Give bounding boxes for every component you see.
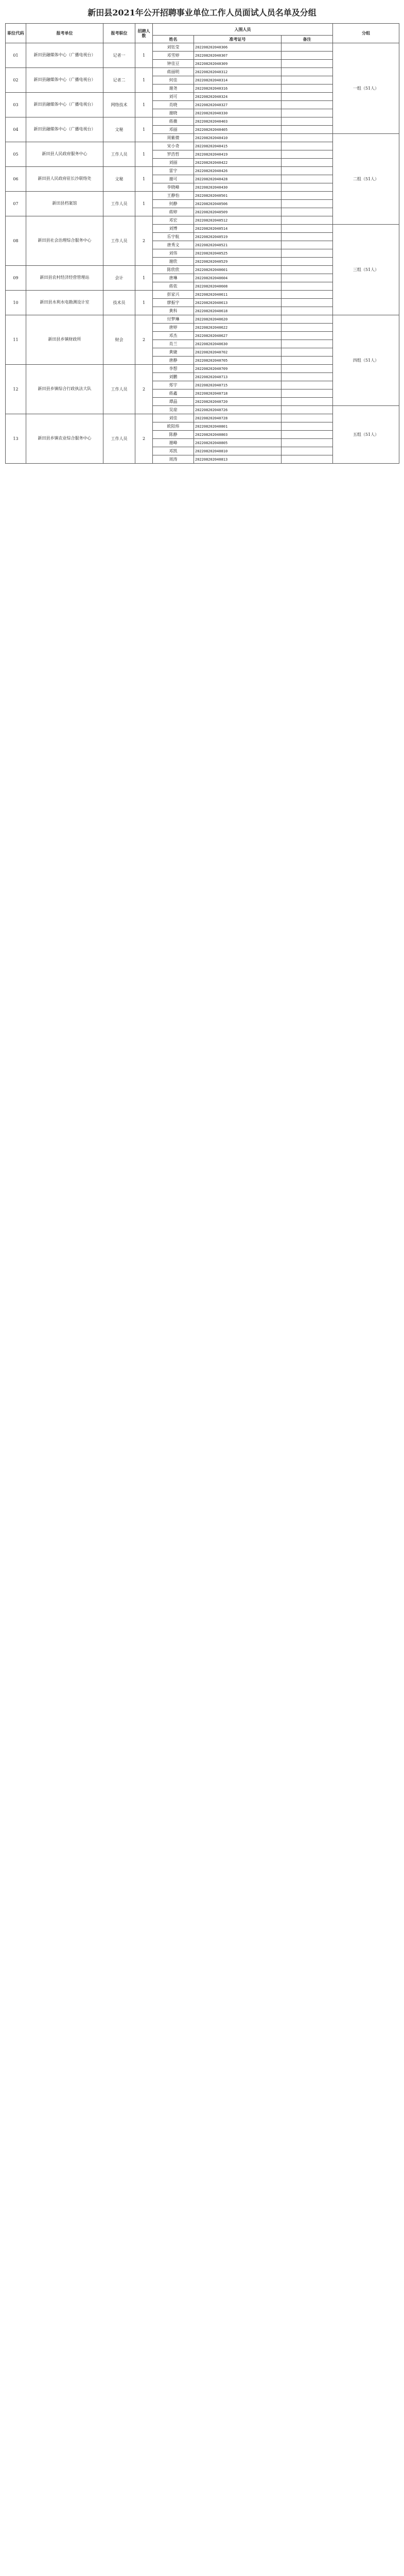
exam-no-cell: 202208202040805 [194,439,282,447]
remark-cell [282,266,333,274]
header-unit: 报考单位 [26,24,103,43]
remark-cell [282,258,333,266]
name-cell: 黄婕 [153,348,194,357]
exam-no-cell: 202208202040702 [194,348,282,357]
remark-cell [282,52,333,60]
remark-cell [282,299,333,307]
remark-cell [282,439,333,447]
unit-cell: 新田县农村经济经营管理站 [26,266,103,291]
name-cell: 刘可 [153,93,194,101]
name-cell: 周涛 [153,455,194,464]
name-cell: 廖振宇 [153,299,194,307]
group-cell: 一组（51人） [333,43,399,134]
remark-cell [282,315,333,324]
unit-cell: 新田县水利水电勘测设计室 [26,291,103,315]
name-cell: 刘佳 [153,414,194,422]
remark-cell [282,357,333,365]
post-cell: 文秘 [103,117,135,142]
quota-cell: 1 [135,117,153,142]
post-cell: 记者二 [103,68,135,93]
exam-no-cell: 202208202040514 [194,225,282,233]
post-cell: 财会 [103,315,135,365]
header-remark: 备注 [282,36,333,43]
post-code-cell: 04 [6,117,26,142]
exam-no-cell: 202208202040405 [194,126,282,134]
table-row [6,43,399,52]
header-quota: 招聘人数 [135,24,153,43]
post-code-cell: 11 [6,315,26,365]
remark-cell [282,431,333,439]
exam-no-cell: 202208202040327 [194,101,282,109]
post-code-cell: 09 [6,266,26,291]
unit-cell: 新田县融媒体中心（广播电视台） [26,68,103,93]
name-cell: 吴琼 [153,406,194,414]
name-cell: 李晓峰 [153,183,194,192]
name-cell: 钟佳豆 [153,60,194,68]
remark-cell [282,159,333,167]
remark-cell [282,340,333,348]
name-cell: 欧阳炜 [153,422,194,431]
post-code-cell: 02 [6,68,26,93]
name-cell: 邓凯 [153,447,194,455]
exam-no-cell: 202208202040330 [194,109,282,117]
remark-cell [282,43,333,52]
remark-cell [282,192,333,200]
exam-no-cell: 202208202040611 [194,291,282,299]
exam-no-cell: 202208202040718 [194,389,282,398]
quota-cell: 1 [135,142,153,167]
post-cell: 工作人员 [103,192,135,216]
name-cell: 谢欣 [153,258,194,266]
remark-cell [282,126,333,134]
exam-no-cell: 202208202040519 [194,233,282,241]
remark-cell [282,447,333,455]
name-cell: 肖晓 [153,101,194,109]
exam-no-cell: 202208202040728 [194,414,282,422]
quota-cell: 2 [135,216,153,266]
post-cell: 工作人员 [103,216,135,266]
exam-no-cell: 202208202040428 [194,175,282,183]
interviewee-table [5,23,399,464]
quota-cell: 1 [135,291,153,315]
exam-no-cell: 202208202040630 [194,340,282,348]
name-cell: 唐静 [153,357,194,365]
remark-cell [282,84,333,93]
post-cell: 工作人员 [103,142,135,167]
remark-cell [282,117,333,126]
table-body [6,43,399,464]
exam-no-cell: 202208202040713 [194,373,282,381]
exam-no-cell: 202208202040720 [194,398,282,406]
remark-cell [282,398,333,406]
name-cell: 蒋丽明 [153,68,194,76]
unit-cell: 新田县乡镇农业综合服务中心 [26,414,103,464]
remark-cell [282,225,333,233]
remark-cell [282,216,333,225]
remark-cell [282,373,333,381]
exam-no-cell: 202208202040801 [194,422,282,431]
name-cell: 唐婷 [153,324,194,332]
remark-cell [282,249,333,258]
name-cell: 邓丽 [153,126,194,134]
exam-no-cell: 202208202040525 [194,249,282,258]
exam-no-cell: 202208202040521 [194,241,282,249]
table-row [6,315,399,324]
exam-no-cell: 202208202040312 [194,68,282,76]
name-cell: 郑宇 [153,381,194,389]
quota-cell: 1 [135,167,153,192]
remark-cell [282,150,333,159]
exam-no-cell: 202208202040430 [194,183,282,192]
name-cell: 谢晓 [153,109,194,117]
remark-cell [282,381,333,389]
remark-cell [282,200,333,208]
exam-no-cell: 202208202040726 [194,406,282,414]
unit-cell: 新田县融媒体中心（广播电视台） [26,43,103,68]
post-code-cell: 08 [6,216,26,266]
quota-cell: 2 [135,365,153,414]
group-cell: 四组（51人） [333,315,399,406]
remark-cell [282,389,333,398]
name-cell: 邓雪婷 [153,52,194,60]
name-cell: 刘钰莹 [153,43,194,52]
exam-no-cell: 202208202040803 [194,431,282,439]
group-cell: 二组（51人） [333,134,399,225]
post-code-cell: 03 [6,93,26,117]
exam-no-cell: 202208202040622 [194,324,282,332]
exam-no-cell: 202208202040512 [194,216,282,225]
exam-no-cell: 202208202040613 [194,299,282,307]
post-code-cell: 12 [6,365,26,414]
remark-cell [282,60,333,68]
post-cell: 会计 [103,266,135,291]
exam-no-cell: 202208202040618 [194,307,282,315]
quota-cell: 2 [135,315,153,365]
exam-no-cell: 202208202040627 [194,332,282,340]
remark-cell [282,142,333,150]
group-cell: 三组（51人） [333,225,399,315]
name-cell: 李想 [153,365,194,373]
unit-cell: 新田县乡镇财政所 [26,315,103,365]
name-cell: 邓杰 [153,332,194,340]
exam-no-cell: 202208202040620 [194,315,282,324]
exam-no-cell: 202208202040813 [194,455,282,464]
name-cell: 谢峰 [153,439,194,447]
post-cell: 工作人员 [103,414,135,464]
remark-cell [282,233,333,241]
exam-no-cell: 202208202040422 [194,159,282,167]
quota-cell: 2 [135,414,153,464]
post-cell: 文秘 [103,167,135,192]
exam-no-cell: 202208202040307 [194,52,282,60]
name-cell: 王静怡 [153,192,194,200]
post-cell: 工作人员 [103,365,135,414]
name-cell: 刘鹏 [153,373,194,381]
group-cell: 五组（51人） [333,406,399,464]
name-cell: 陈欣欣 [153,266,194,274]
quota-cell: 1 [135,266,153,291]
remark-cell [282,76,333,84]
exam-no-cell: 202208202040509 [194,208,282,216]
exam-no-cell: 202208202040705 [194,357,282,365]
name-cell: 陈静 [153,431,194,439]
exam-no-cell: 202208202040715 [194,381,282,389]
exam-no-cell: 202208202040306 [194,43,282,52]
quota-cell: 1 [135,192,153,216]
quota-cell: 1 [135,43,153,68]
remark-cell [282,307,333,315]
remark-cell [282,241,333,249]
header-post: 报考职位 [103,24,135,43]
remark-cell [282,175,333,183]
remark-cell [282,101,333,109]
post-code-cell: 13 [6,414,26,464]
remark-cell [282,134,333,142]
name-cell: 刘丽 [153,159,194,167]
unit-cell: 新田县档案馆 [26,192,103,216]
remark-cell [282,208,333,216]
remark-cell [282,274,333,282]
name-cell: 蒋薇 [153,117,194,126]
quota-cell: 1 [135,93,153,117]
exam-no-cell: 202208202040709 [194,365,282,373]
unit-cell: 新田县融媒体中心（广播电视台） [26,117,103,142]
remark-cell [282,68,333,76]
exam-no-cell: 202208202040426 [194,167,282,175]
quota-cell: 1 [135,68,153,93]
remark-cell [282,93,333,101]
post-cell: 记者一 [103,43,135,68]
name-cell: 罗浩哲 [153,150,194,159]
remark-cell [282,348,333,357]
name-cell: 何佳 [153,76,194,84]
name-cell: 蒋依 [153,282,194,291]
remark-cell [282,455,333,464]
unit-cell: 新田县乡镇综合行政执法大队 [26,365,103,414]
post-code-cell: 06 [6,167,26,192]
name-cell: 宋小奇 [153,142,194,150]
remark-cell [282,183,333,192]
exam-no-cell: 202208202040410 [194,134,282,142]
remark-cell [282,332,333,340]
header-exam-no: 准考证号 [194,36,282,43]
exam-no-cell: 202208202040309 [194,60,282,68]
exam-no-cell: 202208202040529 [194,258,282,266]
exam-no-cell: 202208202040314 [194,76,282,84]
remark-cell [282,291,333,299]
name-cell: 乐宇航 [153,233,194,241]
post-cell: 技术员 [103,291,135,315]
name-cell: 刘博 [153,225,194,233]
remark-cell [282,282,333,291]
exam-no-cell: 202208202040501 [194,192,282,200]
remark-cell [282,365,333,373]
exam-no-cell: 202208202040601 [194,266,282,274]
remark-cell [282,109,333,117]
remark-cell [282,167,333,175]
page-title: 新田县2021年公开招聘事业单位工作人员面试人员名单及分组 [87,8,317,18]
remark-cell [282,324,333,332]
header-group: 分组 [333,24,399,43]
exam-no-cell: 202208202040403 [194,117,282,126]
remark-cell [282,414,333,422]
unit-cell: 新田县人民政府驻长沙联络处 [26,167,103,192]
header-name: 姓名 [153,36,194,43]
page [0,0,404,474]
post-code-cell: 05 [6,142,26,167]
name-cell: 蒋鑫 [153,389,194,398]
post-code-cell: 10 [6,291,26,315]
name-cell: 雷宇 [153,167,194,175]
unit-cell: 新田县融媒体中心（广播电视台） [26,93,103,117]
exam-no-cell: 202208202040810 [194,447,282,455]
name-cell: 蒋婷 [153,208,194,216]
name-cell: 邓宏 [153,216,194,225]
unit-cell: 新田县人民政府服务中心 [26,142,103,167]
exam-no-cell: 202208202040316 [194,84,282,93]
remark-cell [282,406,333,414]
name-cell: 周紫微 [153,134,194,142]
name-cell: 肖兰 [153,340,194,348]
exam-no-cell: 202208202040506 [194,200,282,208]
name-cell: 谢尧 [153,84,194,93]
name-cell: 唐琳 [153,274,194,282]
exam-no-cell: 202208202040604 [194,274,282,282]
name-cell: 刘伟 [153,249,194,258]
name-cell: 黄科 [153,307,194,315]
unit-cell: 新田县社会治理综合服务中心 [26,216,103,266]
name-cell: 谭晶 [153,398,194,406]
name-cell: 彭家兴 [153,291,194,299]
remark-cell [282,422,333,431]
exam-no-cell: 202208202040324 [194,93,282,101]
exam-no-cell: 202208202040419 [194,150,282,159]
name-cell: 何静 [153,200,194,208]
header-interviewees: 入围人员 [153,24,333,36]
post-code-cell: 01 [6,43,26,68]
name-cell: 付梦琳 [153,315,194,324]
name-cell: 唐秀文 [153,241,194,249]
exam-no-cell: 202208202040415 [194,142,282,150]
name-cell: 谢可 [153,175,194,183]
exam-no-cell: 202208202040608 [194,282,282,291]
post-cell: 网络技术 [103,93,135,117]
post-code-cell: 07 [6,192,26,216]
header-post-code: 职位代码 [6,24,26,43]
